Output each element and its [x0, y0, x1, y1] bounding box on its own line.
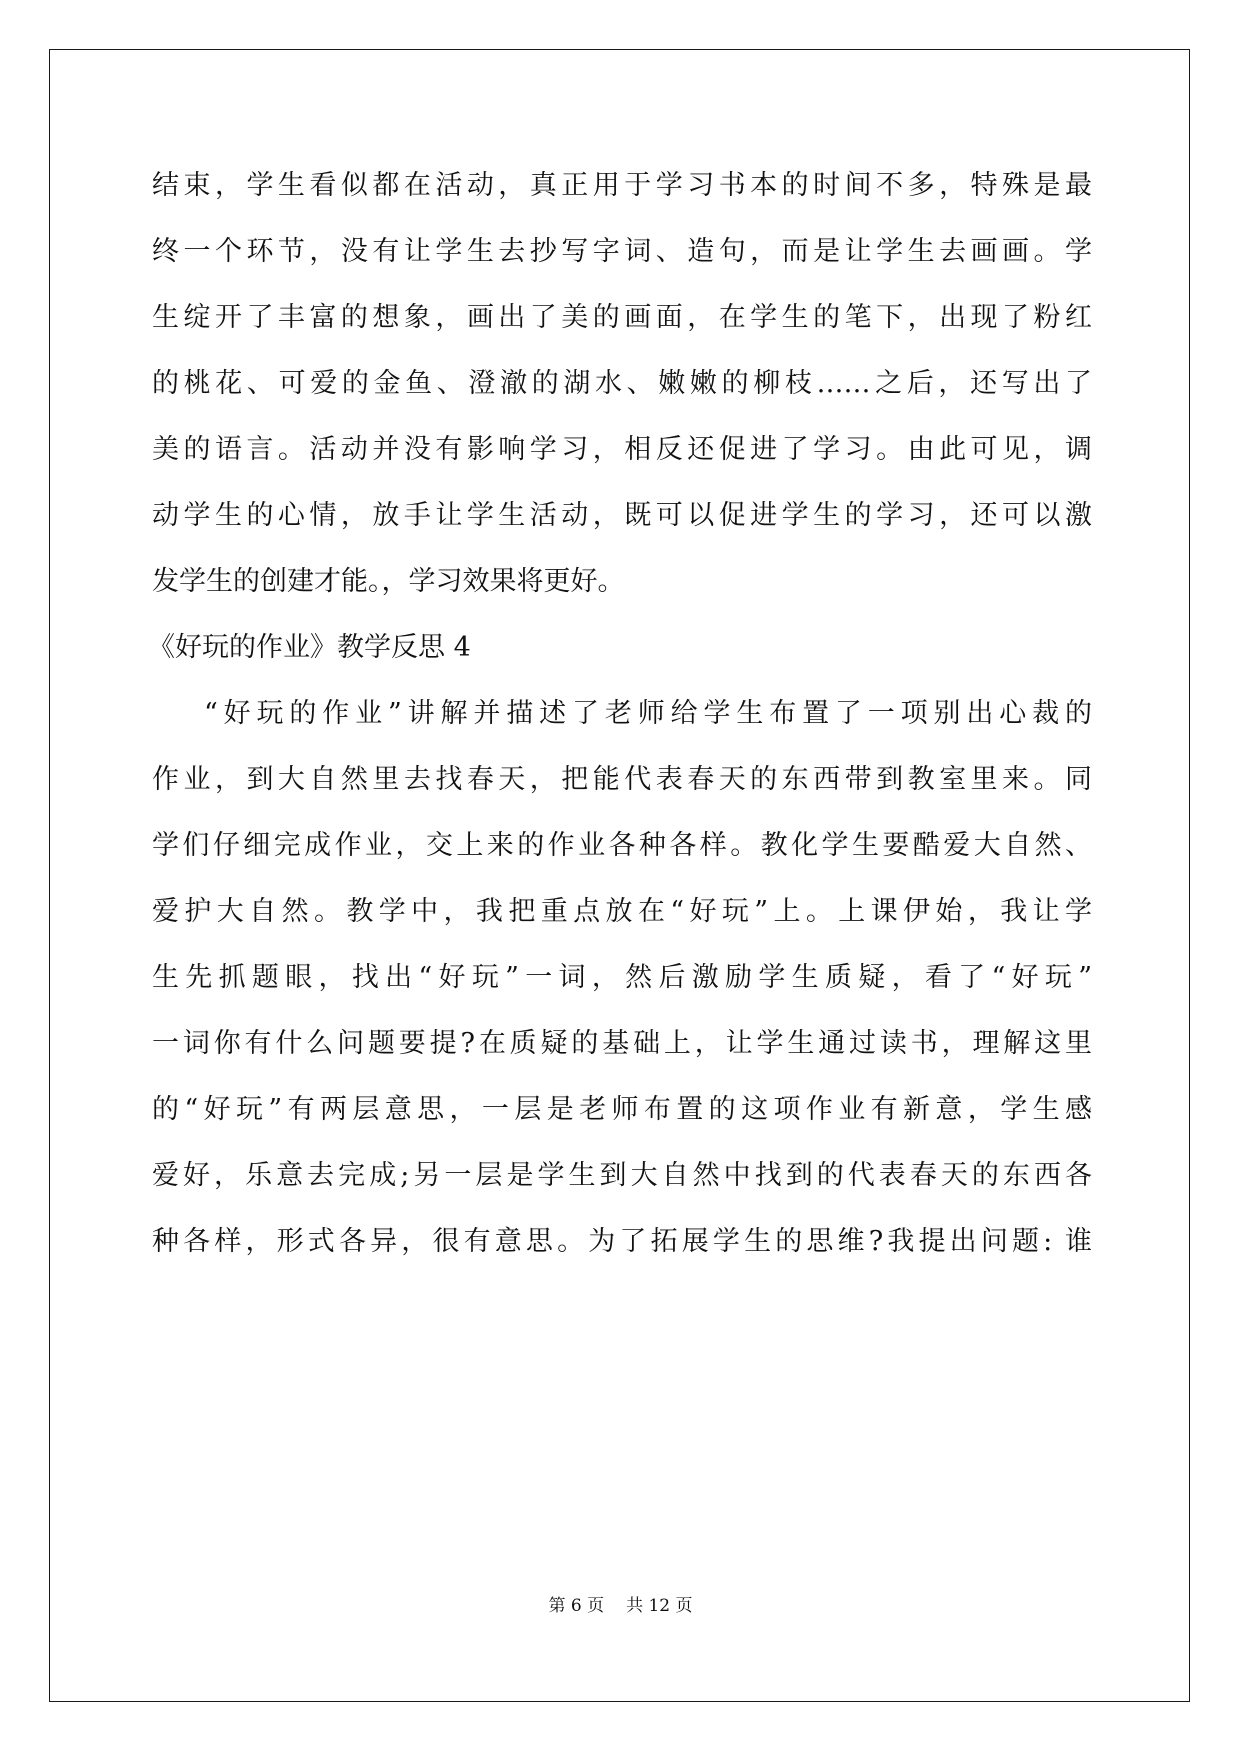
section-heading: 《好玩的作业》教学反思 4 — [148, 632, 471, 663]
body-text-line: 一词你有什么问题要提?在质疑的基础上，让学生通过读书，理解这里 — [152, 1028, 1092, 1059]
body-text-line: 发学生的创建才能。，学习效果将更好。 — [152, 566, 625, 597]
page-footer — [0, 1594, 1241, 1618]
body-text-line: 的桃花、可爱的金鱼、澄澈的湖水、嫩嫩的柳枝……之后，还写出了 — [152, 368, 1092, 399]
body-text-line: 终一个环节，没有让学生去抄写字词、造句，而是让学生去画画。学 — [152, 236, 1092, 267]
page-border — [49, 49, 1190, 1702]
body-text-line: 生绽开了丰富的想象，画出了美的画面，在学生的笔下，出现了粉红 — [152, 302, 1092, 333]
body-text-line: 爱护大自然。教学中，我把重点放在“好玩”上。上课伊始，我让学 — [152, 896, 1092, 927]
paragraph-first-line: “好玩的作业”讲解并描述了老师给学生布置了一项别出心裁的 — [204, 698, 1092, 729]
body-text-line: 结束，学生看似都在活动，真正用于学习书本的时间不多，特殊是最 — [152, 170, 1092, 201]
page-total: 共 12 页 — [626, 1596, 693, 1616]
page-number: 第 6 页 — [548, 1596, 605, 1616]
body-text-line: 作业，到大自然里去找春天，把能代表春天的东西带到教室里来。同 — [152, 764, 1092, 795]
body-text-line: 种各样，形式各异，很有意思。为了拓展学生的思维?我提出问题: 谁 — [152, 1226, 1092, 1257]
body-text-line: 美的语言。活动并没有影响学习，相反还促进了学习。由此可见，调 — [152, 434, 1092, 465]
body-text-line: 生先抓题眼，找出“好玩”一词，然后激励学生质疑，看了“好玩” — [152, 962, 1092, 993]
body-text-line: 动学生的心情，放手让学生活动，既可以促进学生的学习，还可以激 — [152, 500, 1092, 531]
body-text-line: 学们仔细完成作业，交上来的作业各种各样。教化学生要酷爱大自然、 — [152, 830, 1092, 861]
body-text-line: 的“好玩”有两层意思，一层是老师布置的这项作业有新意，学生感 — [152, 1094, 1092, 1125]
body-text-line: 爱好，乐意去完成;另一层是学生到大自然中找到的代表春天的东西各 — [152, 1160, 1092, 1191]
